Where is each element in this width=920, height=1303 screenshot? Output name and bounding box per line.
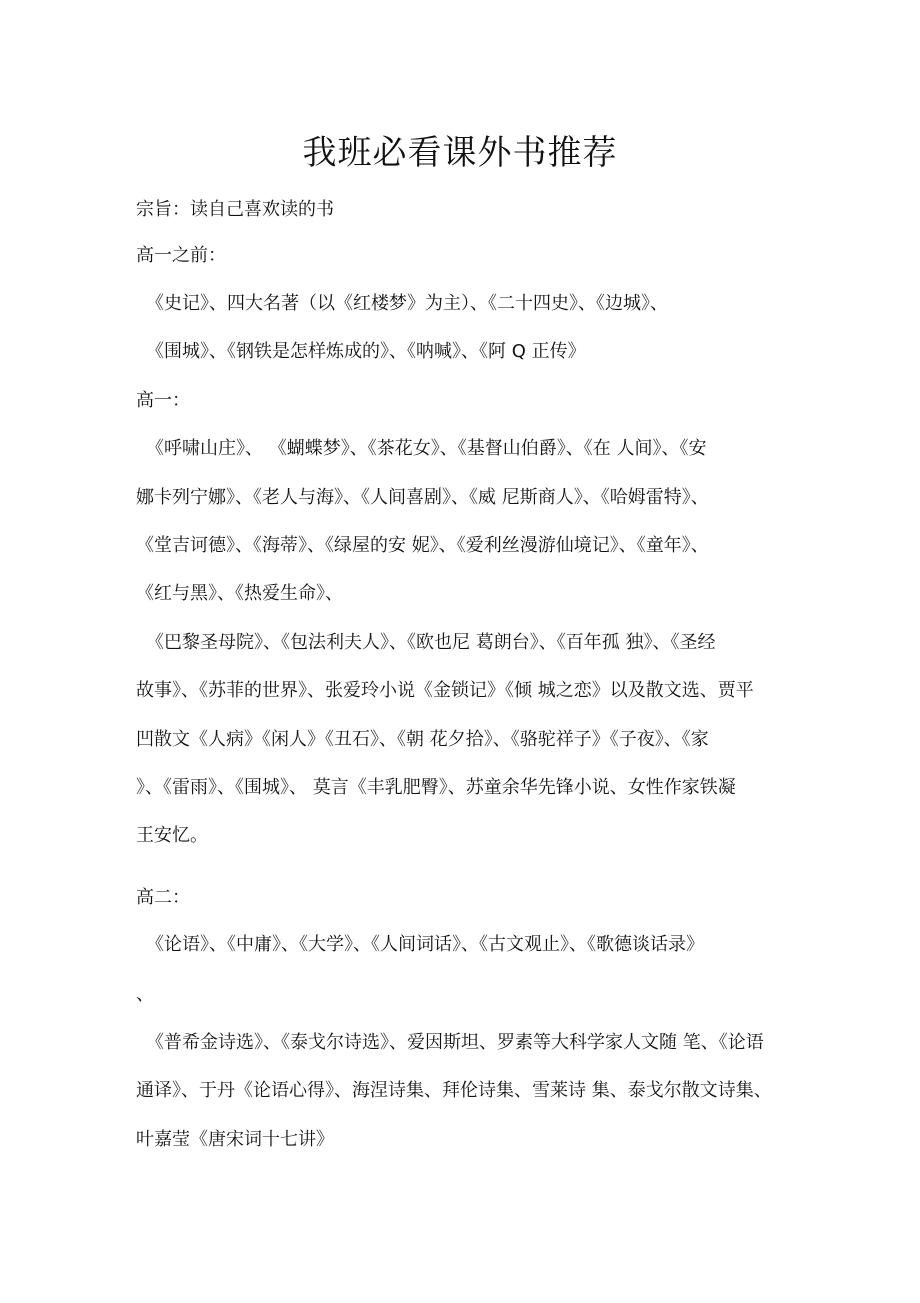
book-list-line: 《史记》、四大名著（以《红楼梦》为主）、《二十四史》、《边城》、	[146, 293, 668, 314]
section-heading-pre-grade10: 高一之前：	[136, 245, 226, 266]
book-list-line: 凹散文《人病》《闲人》《丑石》、《朝 花夕拾》、《骆驼祥子》《子夜》、《家	[136, 729, 709, 750]
book-list-line: 王安忆。	[136, 825, 208, 846]
book-list-line: 《呼啸山庄》、 《蝴蝶梦》、《茶花女》、《基督山伯爵》、《在 人间》、《安	[146, 438, 707, 459]
purpose-line: 宗旨：读自己喜欢读的书	[136, 199, 334, 220]
book-list-line: 娜卡列宁娜》、《老人与海》、《人间喜剧》、《威 尼斯商人》、《哈姆雷特》、	[136, 487, 709, 508]
book-list-line: 《普希金诗选》、《泰戈尔诗选》、爱因斯坦、罗素等大科学家人文随 笔、《论语	[146, 1032, 764, 1053]
book-list-line: 、	[136, 984, 154, 1005]
book-list-line: 《围城》、《钢铁是怎样炼成的》、《呐喊》、《阿 Q 正传》	[146, 341, 586, 362]
book-list-line: 》、《雷雨》、《围城》、 莫言《丰乳肥臀》、苏童余华先锋小说、女性作家铁凝	[136, 777, 736, 798]
book-list-line: 故事》、《苏菲的世界》、张爱玲小说《金锁记》《倾 城之恋》以及散文选、贾平	[136, 680, 754, 701]
book-list-line: 《论语》、《中庸》、《大学》、《人间词话》、《古文观止》、《歌德谈话录》	[146, 934, 704, 955]
book-list-line: 《堂吉诃德》、《海蒂》、《绿屋的安 妮》、《爱利丝漫游仙境记》、《童年》、	[136, 535, 709, 556]
section-heading-grade11: 高二：	[136, 887, 190, 908]
page-title: 我班必看课外书推荐	[302, 133, 618, 173]
book-list-line: 叶嘉莹《唐宋词十七讲》	[136, 1129, 334, 1150]
section-heading-grade10: 高一：	[136, 390, 190, 411]
book-list-line: 通译》、于丹《论语心得》、海涅诗集、拜伦诗集、雪莱诗 集、泰戈尔散文诗集、	[136, 1080, 772, 1101]
book-list-line: 《巴黎圣母院》、《包法利夫人》、《欧也尼 葛朗台》、《百年孤 独》、《圣经	[146, 632, 716, 653]
book-list-line: 《红与黑》、《热爱生命》、	[136, 583, 343, 604]
